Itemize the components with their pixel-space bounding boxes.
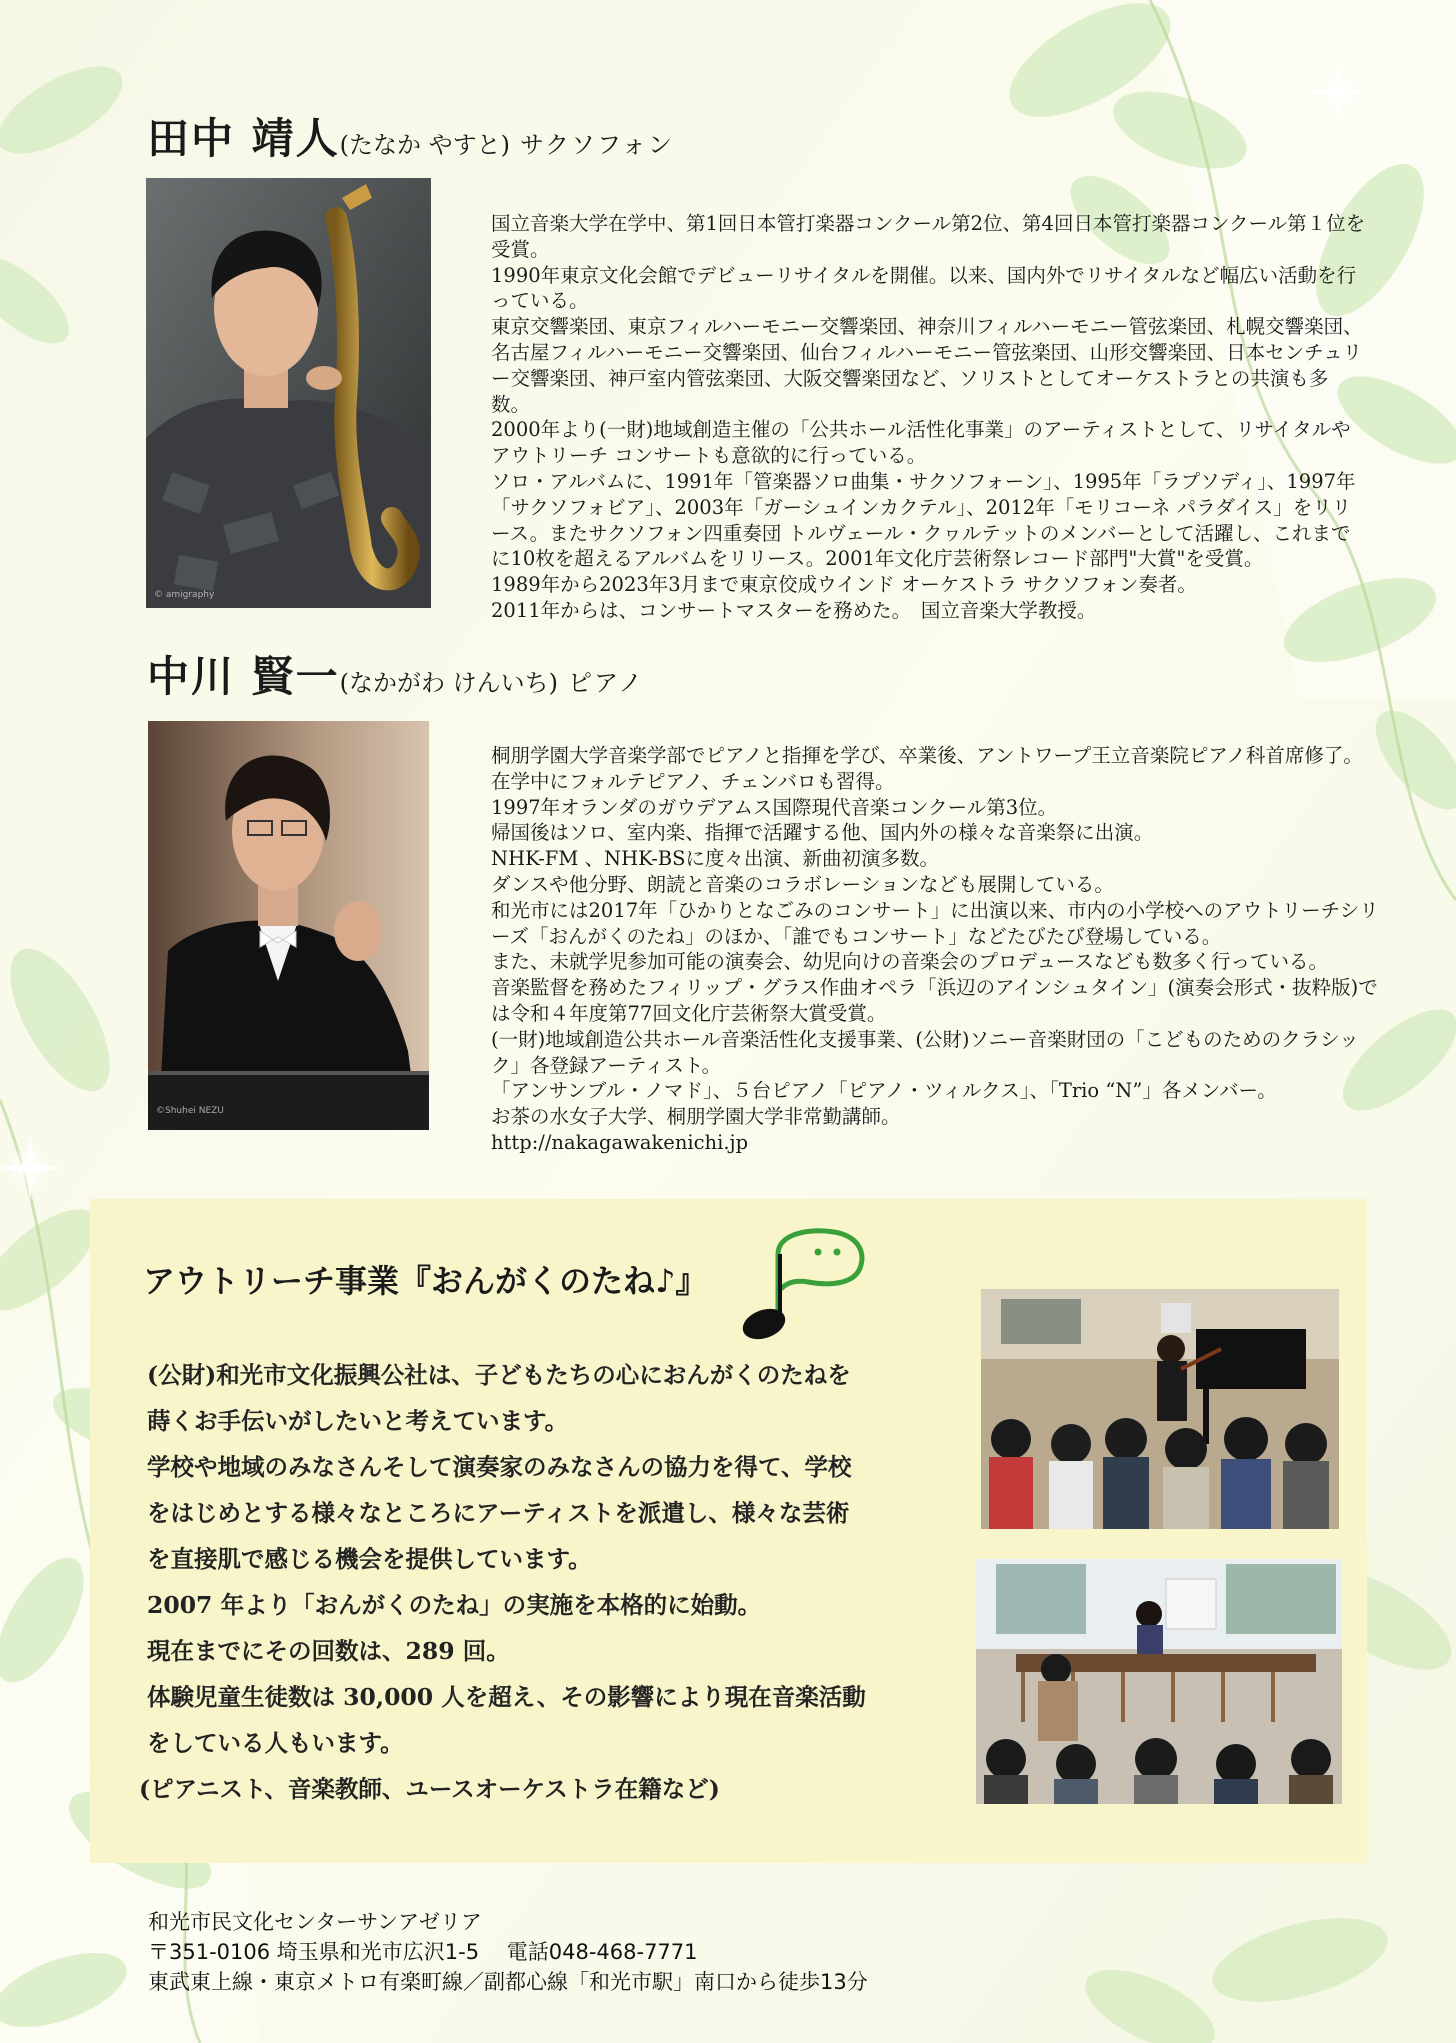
bio-paragraph: 2000年より(一財)地域創造主催の「公共ホール活性化事業」のアーティストとして、リサイタルやアウトリーチ コンサートも意欲的に行っている。 [491, 418, 1351, 468]
bio-paragraph: 2011年からは、コンサートマスターを務めた。 国立音楽大学教授。 [491, 598, 1097, 622]
person2-reading: (なかがわ けんいち) [339, 669, 558, 697]
bio-paragraph: 東京交響楽団、東京フィルハーモニー交響楽団、神奈川フィルハーモニー管弦楽団、札幌交響楽団、名古屋フィルハーモニー交響楽団、仙台フィルハーモニー管弦楽団、山形交響楽団、日本センチュリー交響楽団、神戸室内管弦楽団、大阪交響楽団など、ソリストとしてオーケストラとの共演も多数。 [491, 315, 1363, 416]
bio-paragraph: 帰国後はソロ、室内楽、指揮で活躍する他、国内外の様々な音楽祭に出演。 [491, 821, 1154, 845]
outreach-line: 2007 年より「おんがくのたね」の実施を本格的に始動。 [147, 1591, 762, 1619]
venue-access: 東武東上線・東京メトロ有楽町線／副都心線「和光市駅」南口から徒歩13分 [148, 1970, 868, 1994]
person1-bio [491, 211, 1367, 624]
bio-paragraph: 国立音楽大学在学中、第1回日本管打楽器コンクール第2位、第4回日本管打楽器コンクール第１位を受賞。 [491, 212, 1366, 261]
person2-photo [148, 721, 429, 1130]
person2-photo-credit: ©Shuhei NEZU [156, 1106, 224, 1116]
bio-paragraph: ダンスや他分野、朗読と音楽のコラボレーションなども展開している。 [491, 872, 1114, 896]
outreach-body [139, 1352, 977, 1812]
person2-bio [491, 743, 1381, 1156]
outreach-photo-violin [981, 1289, 1339, 1529]
outreach-line: (公財)和光市文化振興公社は、子どもたちの心におんがくのたねを [147, 1361, 851, 1389]
bio-paragraph: 和光市には2017年「ひかりとなごみのコンサート」に出演以来、市内の小学校へのアウトリーチシリーズ「おんがくのたね」のほか、「誰でもコンサート」などたびたび登場している。 [491, 898, 1379, 948]
person2-name: 中川 賢一 [147, 652, 340, 701]
bio-paragraph: 音楽監督を務めたフィリップ・グラス作曲オペラ「浜辺のアインシュタイン」(演奏会形式・抜粋版)では令和４年度第77回文化庁芸術祭大賞受賞。 [491, 976, 1378, 1025]
outreach-title: アウトリーチ事業『おんがくのたね♪』 [143, 1262, 708, 1300]
person2-instrument: ピアノ [567, 669, 645, 697]
bio-paragraph: 「アンサンブル・ノマド」、５台ピアノ「ピアノ・ツィルクス」、「Trio “N”」各メンバー。 [491, 1079, 1277, 1103]
outreach-line: 学校や地域のみなさんそして演奏家のみなさんの協力を得て、学校 [147, 1453, 852, 1481]
outreach-line: を直接肌で感じる機会を提供しています。 [147, 1545, 592, 1573]
outreach-line: 現在までにその回数は、289 回。 [147, 1637, 510, 1665]
person1-photo-credit: © amigraphy [154, 590, 215, 600]
outreach-line: (ピアニスト、音楽教師、ユースオーケストラ在籍など) [139, 1775, 720, 1803]
outreach-line: をはじめとする様々なところにアーティストを派遣し、様々な芸術 [147, 1499, 850, 1527]
person1-photo [146, 178, 431, 608]
outreach-line: 体験児童生徒数は 30,000 人を超え、その影響により現在音楽活動 [147, 1683, 866, 1711]
outreach-line: 蒔くお手伝いがしたいと考えています。 [147, 1407, 569, 1435]
bio-paragraph: 1997年オランダのガウデアムス国際現代音楽コンクール第3位。 [491, 795, 1058, 819]
bio-paragraph: 在学中にフォルテピアノ、チェンバロも習得。 [491, 769, 895, 793]
person1-instrument: サクソフォン [519, 131, 674, 159]
venue-info [148, 1907, 868, 1997]
bio-paragraph: また、未就学児参加可能の演奏会、幼児向けの音楽会のプロデュースなども数多く行っている。 [491, 950, 1328, 974]
bio-paragraph: 1990年東京文化会館でデビューリサイタルを開催。以来、国内外でリサイタルなど幅広い活動を行っている。 [491, 263, 1357, 313]
bio-paragraph: (一財)地域創造公共ホール音楽活性化支援事業、(公財)ソニー音楽財団の「こどものためのクラシック」各登録アーティスト。 [491, 1027, 1359, 1077]
bio-paragraph: 1989年から2023年3月まで東京佼成ウインド オーケストラ サクソフォン奏者。 [491, 573, 1197, 597]
bio-paragraph: NHK-FM 、NHK-BSに度々出演、新曲初演多数。 [491, 847, 939, 871]
outreach-photo-marimba [976, 1559, 1342, 1804]
outreach-line: をしている人もいます。 [147, 1729, 404, 1757]
person1-name: 田中 靖人 [147, 114, 340, 163]
music-note-icon [738, 1226, 870, 1348]
venue-address: 〒351-0106 埼玉県和光市広沢1-5 電話048-468-7771 [148, 1940, 698, 1964]
website-link[interactable]: http://nakagawakenichi.jp [491, 1130, 749, 1154]
person2-heading [147, 644, 644, 704]
bio-paragraph: ソロ・アルバムに、1991年「管楽器ソロ曲集・サクソフォーン」、1995年「ラプソディ」、1997年「サクソフォビア」、2003年「ガーシュインカクテル」、2012年「モリコーネ パラダイス」をリリース。またサクソフォン四重奏団 トルヴェール・クヮルテットのメンバーとして活躍し、これまでに10枚を超えるアルバムをリリース。2001年文化庁芸術祭レコード部門"大賞"を受賞。 [491, 469, 1356, 571]
person1-reading: (たなか やすと) [339, 131, 510, 159]
venue-name: 和光市民文化センターサンアゼリア [148, 1910, 482, 1934]
bio-paragraph: 桐朋学園大学音楽学部でピアノと指揮を学び、卒業後、アントワープ王立音楽院ピアノ科首席修了。 [491, 744, 1363, 767]
bio-paragraph: お茶の水女子大学、桐朋学園大学非常勤講師。 [491, 1105, 901, 1129]
person1-heading [147, 106, 674, 166]
